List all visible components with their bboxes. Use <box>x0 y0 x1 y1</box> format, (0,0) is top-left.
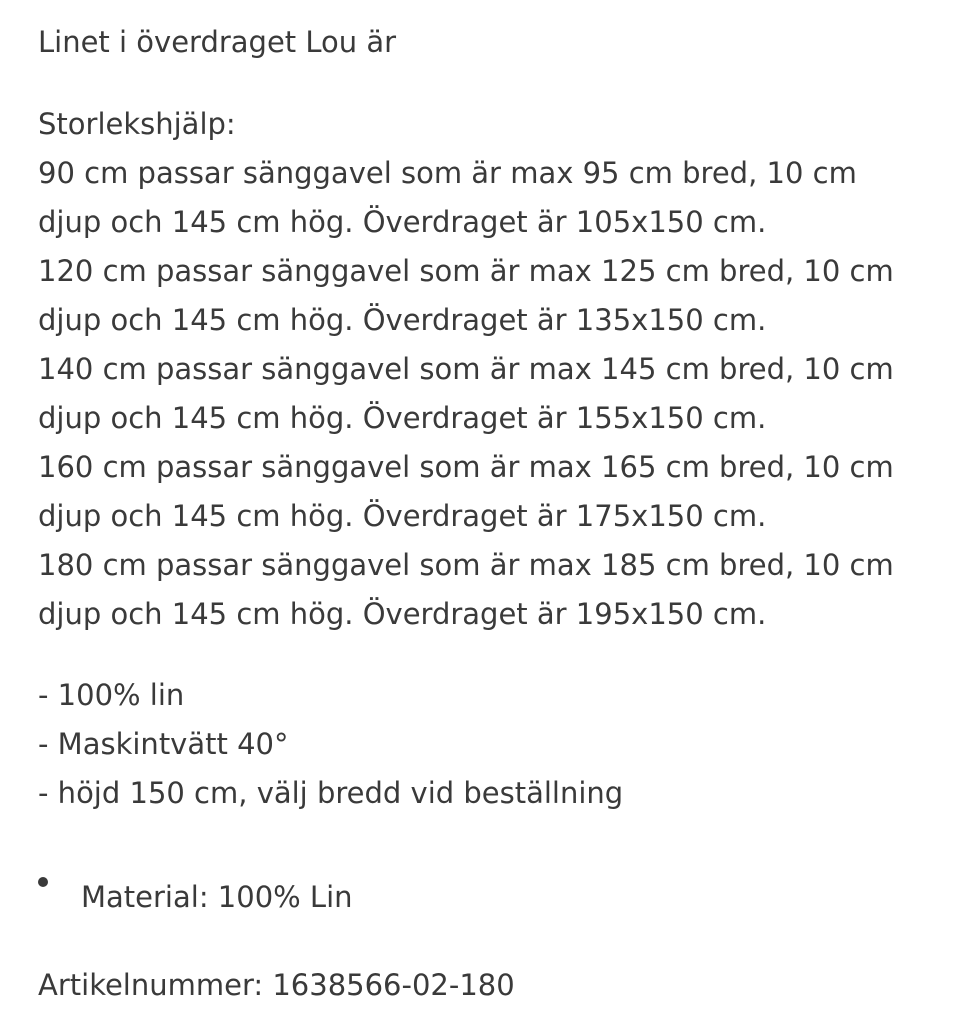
feature-item: - 100% lin <box>38 678 185 712</box>
product-intro <box>38 18 940 67</box>
material-bullet-item <box>81 873 940 922</box>
size-line: djup och 145 cm hög. Överdraget är 155x150 cm. <box>38 401 767 435</box>
intro-text: Linet i överdraget Lou är <box>38 25 397 59</box>
size-line: 90 cm passar sänggavel som är max 95 cm bred, 10 cm <box>38 156 857 190</box>
feature-item: - Maskintvätt 40° <box>38 727 289 761</box>
size-help-heading: Storlekshjälp: <box>38 107 236 141</box>
size-line: 160 cm passar sänggavel som är max 165 cm bred, 10 cm <box>38 450 894 484</box>
size-line: djup och 145 cm hög. Överdraget är 105x150 cm. <box>38 205 767 239</box>
bullet-dot-icon <box>38 877 48 887</box>
feature-item: - höjd 150 cm, välj bredd vid beställning <box>38 776 624 810</box>
feature-list <box>38 671 940 818</box>
size-line: 120 cm passar sänggavel som är max 125 cm bred, 10 cm <box>38 254 894 288</box>
size-line: djup och 145 cm hög. Överdraget är 175x150 cm. <box>38 499 767 533</box>
article-number <box>38 961 940 1010</box>
size-help-section <box>38 100 940 639</box>
size-line: 140 cm passar sänggavel som är max 145 cm bred, 10 cm <box>38 352 894 386</box>
size-line: 180 cm passar sänggavel som är max 185 cm bred, 10 cm <box>38 548 894 582</box>
size-line: djup och 145 cm hög. Överdraget är 195x150 cm. <box>38 597 767 631</box>
article-number-text: Artikelnummer: 1638566-02-180 <box>38 968 515 1002</box>
material-text: Material: 100% Lin <box>81 880 353 914</box>
size-line: djup och 145 cm hög. Överdraget är 135x150 cm. <box>38 303 767 337</box>
